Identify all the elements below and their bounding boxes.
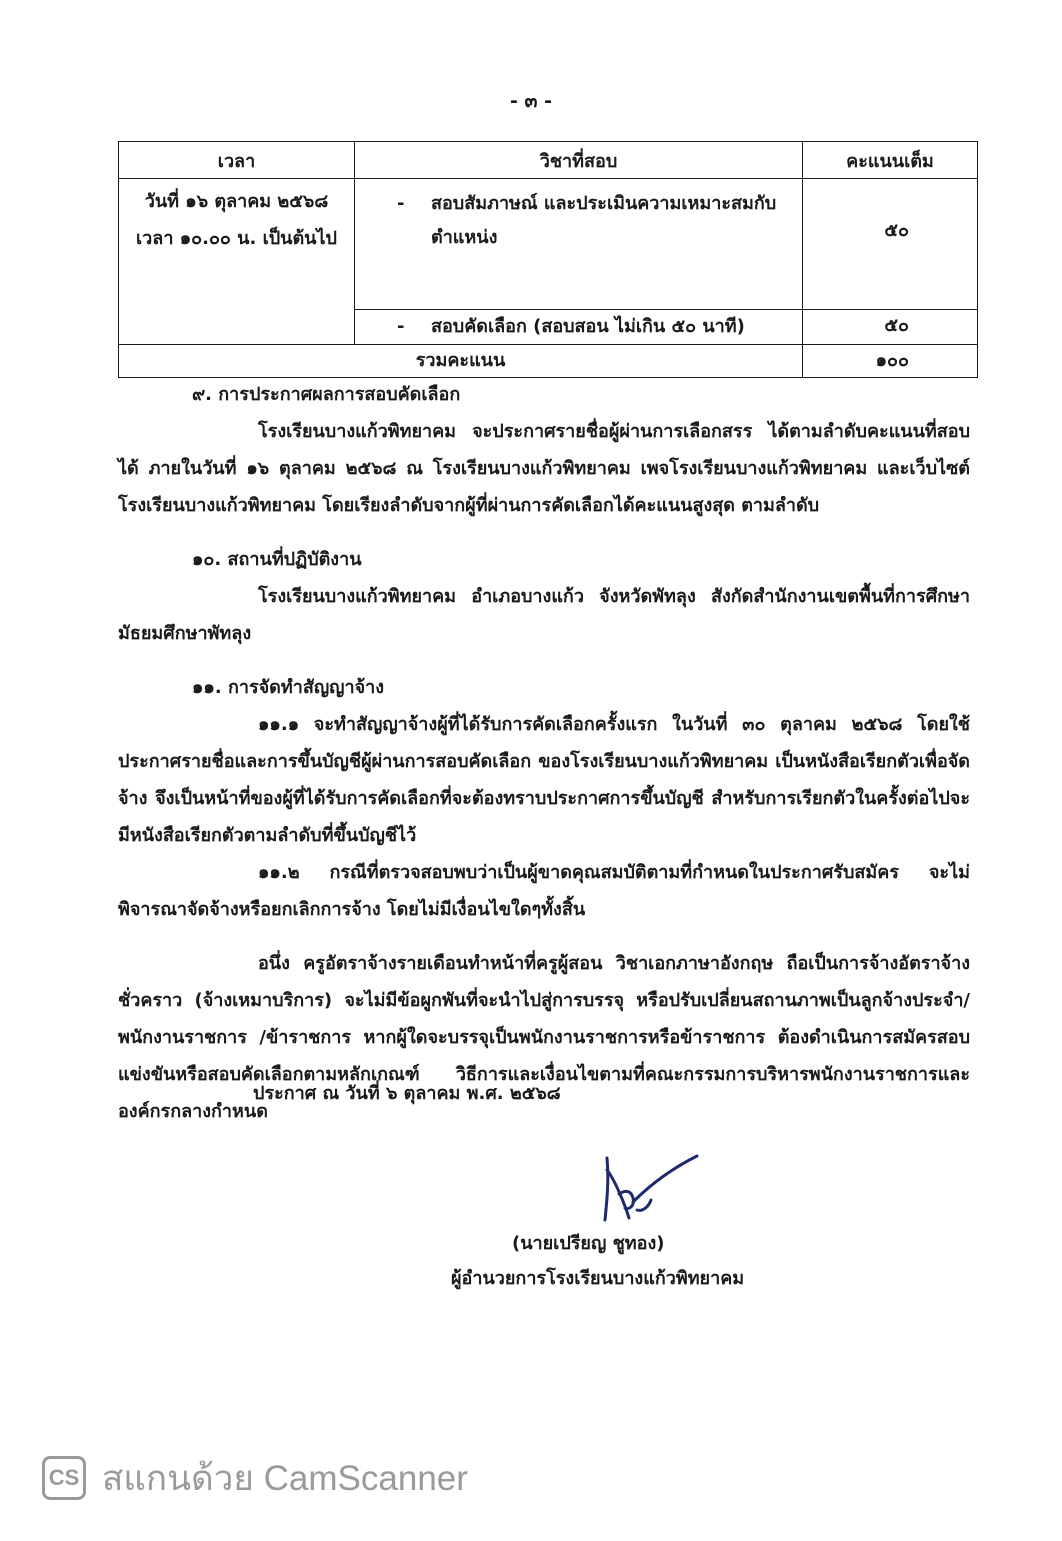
page-number: - ๓ - (510, 90, 552, 112)
exam-schedule-table (118, 141, 978, 378)
camscanner-logo-icon: CS (42, 1456, 86, 1500)
section-paragraph: โรงเรียนบางแก้วพิทยาคม จะประกาศรายชื่อผู้ผ่านการเลือกสรร ได้ตามลำดับคะแนนที่สอบได้ ภายในวันที่ ๑๖ ตุลาคม ๒๕๖๘ ณ โรงเรียนบางแก้วพิทยาคม เพจโรงเรียนบางแก้วพิทยาคม และเว็บไซต์ โรงเรียนบางแก้วพิทยาคม โดยเรียงลำดับจากผู้ที่ผ่านการคัดเลือกได้คะแนนสูงสุด ตามลำดับ (118, 421, 970, 516)
table-header-row (119, 142, 978, 179)
subject-text: สอบคัดเลือก (สอบสอน ไม่เกิน ๕๐ นาที) (431, 316, 745, 337)
section-heading: ๙. การประกาศผลการสอบคัดเลือก (192, 384, 461, 405)
exam-date: วันที่ ๑๖ ตุลาคม ๒๕๖๘ (144, 191, 329, 212)
camscanner-watermark (42, 1453, 468, 1503)
document-body (118, 376, 970, 1130)
signer-name: (นายเปรียญ ชูทอง) (512, 1233, 665, 1254)
announcement-date: ประกาศ ณ วันที่ ๖ ตุลาคม พ.ศ. ๒๕๖๘ (253, 1083, 561, 1104)
section-heading: ๑๐. สถานที่ปฏิบัติงาน (192, 549, 362, 570)
list-dash: - (397, 316, 405, 337)
note-paragraph: อนึ่ง ครูอัตราจ้างรายเดือนทำหน้าที่ครูผู้สอน วิชาเอกภาษาอังกฤษ ถือเป็นการจ้างอัตราจ้างชั่วคราว (จ้างเหมาบริการ) จะไม่มีข้อผูกพันที่จะนำไปสู่การบรรจุ หรือปรับเปลี่ยนสถานภาพเป็นลูกจ้างประจำ/พนักงานราชการ /ข้าราชการ หากผู้ใดจะบรรจุเป็นพนักงานราชการหรือข้าราชการ ต้องดำเนินการสมัครสอบแข่งขันหรือสอบคัดเลือกตามหลักเกณฑ์ วิธีการและเงื่อนไขตามที่คณะกรรมการบริหารพนักงานราชการและองค์กรกลางกำหนด (118, 953, 970, 1122)
list-dash: - (397, 193, 405, 214)
total-label: รวมคะแนน (119, 345, 803, 378)
subject-cell (355, 310, 803, 345)
total-score: ๑๐๐ (803, 345, 978, 378)
signer-position: ผู้อำนวยการโรงเรียนบางแก้วพิทยาคม (451, 1268, 745, 1289)
subject-cell (355, 179, 803, 310)
score-cell: ๕๐ (803, 179, 978, 310)
table-row (119, 179, 978, 310)
exam-time-cell (119, 179, 355, 345)
section-paragraph: ๑๑.๑ จะทำสัญญาจ้างผู้ที่ได้รับการคัดเลือกครั้งแรก ในวันที่ ๓๐ ตุลาคม ๒๕๖๘ โดยใช้ประกาศรายชื่อและการขึ้นบัญชีผู้ผ่านการสอบคัดเลือก ของโรงเรียนบางแก้วพิทยาคม เป็นหนังสือเรียกตัวเพื่อจัดจ้าง จึงเป็นหน้าที่ของผู้ที่ได้รับการคัดเลือกที่จะต้องทราบประกาศการขึ้นบัญชี สำหรับการเรียกตัวในครั้งต่อไปจะมีหนังสือเรียกตัวตามลำดับที่ขึ้นบัญชีไว้ (118, 714, 970, 846)
section-paragraph: ๑๑.๒ กรณีที่ตรวจสอบพบว่าเป็นผู้ขาดคุณสมบัติตามที่กำหนดในประกาศรับสมัคร จะไม่พิจารณาจัดจ้างหรือยกเลิกการจ้าง โดยไม่มีเงื่อนไขใดๆทั้งสิ้น (118, 862, 970, 920)
header-full-score: คะแนนเต็ม (803, 142, 978, 179)
total-row (119, 345, 978, 378)
score-cell: ๕๐ (803, 310, 978, 345)
section-paragraph: โรงเรียนบางแก้วพิทยาคม อำเภอบางแก้ว จังหวัดพัทลุง สังกัดสำนักงานเขตพื้นที่การศึกษามัธยมศึกษาพัทลุง (118, 586, 970, 644)
signature (585, 1150, 705, 1228)
header-time: เวลา (119, 142, 355, 179)
section-heading: ๑๑. การจัดทำสัญญาจ้าง (192, 677, 385, 698)
subject-text: สอบสัมภาษณ์ และประเมินความเหมาะสมกับตำแหน่ง (431, 193, 777, 248)
exam-start-time: เวลา ๑๐.๐๐ น. เป็นต้นไป (136, 228, 337, 249)
header-subject: วิชาที่สอบ (355, 142, 803, 179)
watermark-text: สแกนด้วย CamScanner (102, 1458, 468, 1498)
